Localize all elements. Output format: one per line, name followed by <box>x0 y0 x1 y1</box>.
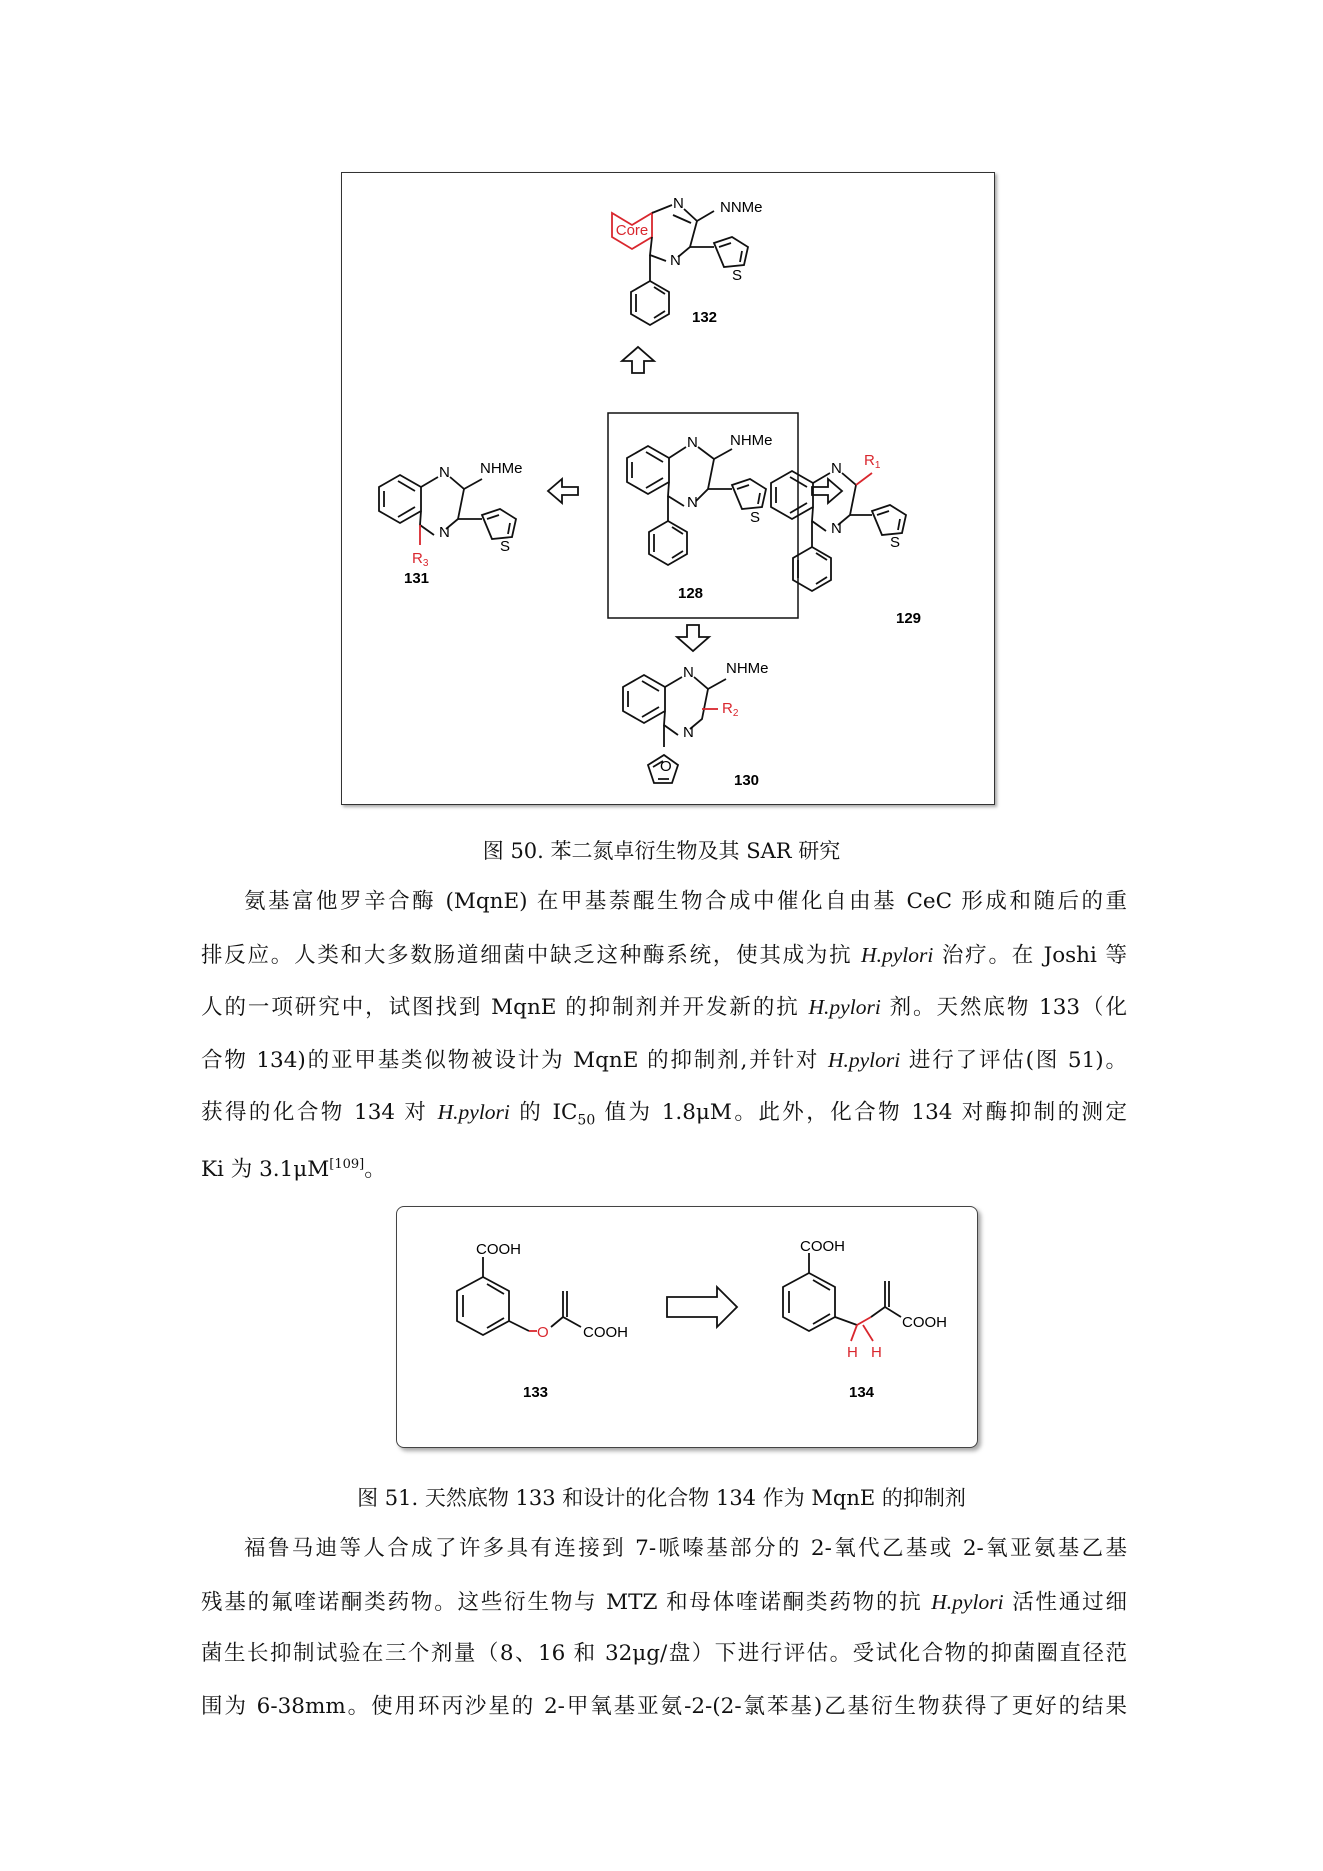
svg-text:COOH: COOH <box>902 1314 947 1331</box>
figure-51-drawing <box>397 1207 977 1447</box>
svg-text:R3: $R_3$ <box>412 550 429 569</box>
compound-134 <box>783 1238 947 1401</box>
svg-text:N: N <box>670 252 681 269</box>
svg-text:S: S <box>732 267 743 284</box>
figure-51 <box>396 1206 978 1448</box>
svg-text:O: O <box>660 758 672 775</box>
svg-text:NHMe: NHMe <box>480 460 523 477</box>
compound-131 <box>379 460 523 587</box>
figure-50-caption: 图 50. 苯二氮卓衍生物及其 SAR 研究 <box>482 839 841 863</box>
svg-text:131: 131 <box>404 570 430 587</box>
svg-text:COOH: COOH <box>800 1238 845 1255</box>
arrow-right-icon <box>812 479 842 503</box>
svg-text:129: 129 <box>896 610 922 627</box>
svg-text:N: N <box>687 434 698 451</box>
svg-text:N: N <box>683 664 694 681</box>
figure-50 <box>341 172 995 805</box>
arrow-left-icon <box>548 479 578 503</box>
svg-text:133: 133 <box>523 1384 549 1401</box>
svg-text:N: N <box>683 724 694 741</box>
core-label: Core <box>615 222 649 239</box>
svg-text:S: S <box>890 534 901 551</box>
svg-text:N: N <box>831 460 842 477</box>
arrow-right-icon <box>667 1287 737 1327</box>
svg-text:N: N <box>673 195 684 212</box>
svg-text:R2: $R_2$ <box>722 700 739 719</box>
compound-133 <box>457 1241 628 1401</box>
svg-text:S: S <box>750 509 761 526</box>
figure-50-drawing <box>342 173 994 804</box>
svg-text:R1: $R_1$ <box>864 452 881 471</box>
svg-text:NHMe: NHMe <box>726 660 769 677</box>
svg-text:S: S <box>500 538 511 555</box>
arrow-up-icon <box>622 347 654 373</box>
svg-text:H: H <box>871 1344 882 1361</box>
compound-129 <box>771 452 921 627</box>
svg-text:132: 132 <box>692 309 718 326</box>
arrow-down-icon <box>677 625 709 651</box>
paragraph-2: 福鲁马迪等人合成了许多具有连接到 7-哌嗪基部分的 2-氧代乙基或 2-氧亚氨基乙基 残基的氟喹诺酮类药物。这些衍生物与 MTZ 和母体喹诺酮类药物的抗 H.pylori 活性通过细 菌生长抑制试验在三个剂量（8、16 和 32μg/盘）下进行评估。受试化合物的抑菌圈直径范 围为 6-38mm。使用环丙沙星的 2-甲氧基亚氨-2-(2-氯苯基)乙基衍生物获得了更好的结果 <box>201 1536 1127 1719</box>
svg-text:NHMe: NHMe <box>730 432 773 449</box>
svg-text:N: N <box>831 520 842 537</box>
svg-text:N: N <box>439 464 450 481</box>
compound-128 <box>627 432 773 602</box>
paragraph-1: 氨基富他罗辛合酶 (MqnE) 在甲基萘醌生物合成中催化自由基 CeC 形成和随后的重 排反应。人类和大多数肠道细菌中缺乏这种酶系统，使其成为抗 H.pylori 治疗。在 Joshi 等 人的一项研究中，试图找到 MqnE 的抑制剂并开发新的抗 H.pylori 剂。天然底物 133（化 合物 134)的亚甲基类似物被设计为 MqnE 的抑制剂,并针对 H.pylori 进行了评估(图 51)。 获得的化合物 134 对 H.pylori 的 $IC_{50}$ 值为 1.8μM。此外，化合物 134 对酶抑制的测定 Ki 为 3.1μM[109]。 <box>201 889 1127 1182</box>
svg-text:COOH: COOH <box>476 1241 521 1258</box>
compound-132 <box>612 195 763 326</box>
svg-text:130: 130 <box>734 772 760 789</box>
svg-text:NNMe: NNMe <box>720 199 763 216</box>
compound-130 <box>623 660 769 789</box>
svg-text:128: 128 <box>678 585 704 602</box>
svg-text:134: 134 <box>849 1384 875 1401</box>
svg-text:O: O <box>537 1324 549 1341</box>
svg-text:N: N <box>439 524 450 541</box>
svg-text:COOH: COOH <box>583 1324 628 1341</box>
svg-text:H: H <box>847 1344 858 1361</box>
svg-text:N: N <box>687 494 698 511</box>
figure-51-caption: 图 51. 天然底物 133 和设计的化合物 134 作为 MqnE 的抑制剂 <box>357 1486 966 1510</box>
